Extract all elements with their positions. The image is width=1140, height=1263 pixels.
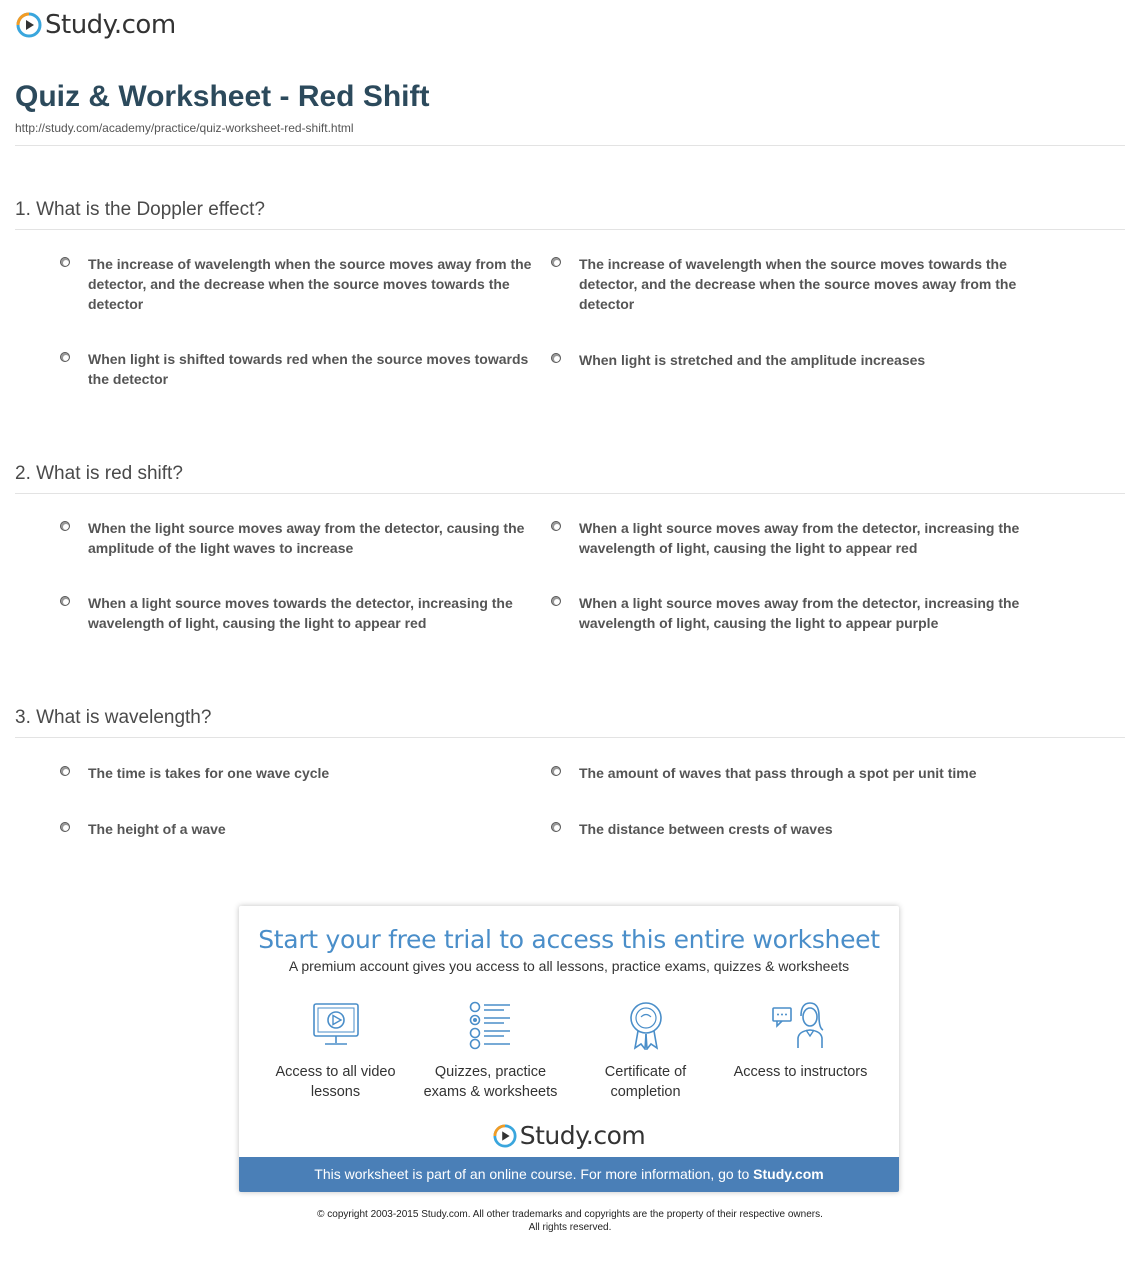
feature-label: Quizzes, practice exams & worksheets <box>423 1064 558 1100</box>
answer-option[interactable] <box>551 763 1024 783</box>
question-title: 2. What is red shift? <box>15 463 183 484</box>
answer-option[interactable] <box>551 518 1024 558</box>
answer-option[interactable] <box>60 819 533 839</box>
promo-footer-banner <box>239 1157 899 1192</box>
feature-quizzes <box>413 1000 568 1102</box>
answer-text: When the light source moves away from the detector, causing the amplitude of the light waves to increase <box>88 520 525 556</box>
radio-button[interactable] <box>551 596 561 606</box>
answer-text: The increase of wavelength when the source moves towards the detector, and the decrease when the source moves away from the detector <box>579 256 1017 312</box>
answer-text: When a light source moves towards the detector, increasing the wavelength of light, causing the light to appear red <box>88 595 513 631</box>
answer-text: The amount of waves that pass through a spot per unit time <box>579 765 977 781</box>
answer-text: The height of a wave <box>88 821 226 837</box>
certificate-ribbon-icon <box>621 1000 671 1050</box>
radio-button[interactable] <box>60 766 70 776</box>
question-title: 3. What is wavelength? <box>15 707 212 728</box>
video-lesson-icon <box>311 1000 361 1050</box>
promo-study-logo[interactable] <box>239 1121 899 1150</box>
answer-option[interactable] <box>551 593 1024 633</box>
promo-title[interactable]: Start your free trial to access this entire worksheet <box>258 925 880 954</box>
radio-button[interactable] <box>551 353 561 363</box>
play-logo-icon <box>493 1124 517 1148</box>
page-url[interactable]: http://study.com/academy/practice/quiz-worksheet-red-shift.html <box>15 121 354 135</box>
feature-label: Certificate of completion <box>604 1064 687 1100</box>
divider <box>15 737 1125 738</box>
radio-button[interactable] <box>60 352 70 362</box>
radio-button[interactable] <box>551 766 561 776</box>
feature-video-lessons <box>258 1000 413 1102</box>
answer-text: When light is shifted towards red when the source moves towards the detector <box>88 351 529 387</box>
answer-option[interactable] <box>551 254 1024 314</box>
copyright-line: © copyright 2003-2015 Study.com. All other trademarks and copyrights are the property of their respective owners. <box>317 1209 823 1220</box>
feature-certificate <box>568 1000 723 1102</box>
feature-label: Access to instructors <box>733 1064 868 1080</box>
quiz-list-icon <box>466 1000 516 1050</box>
copyright <box>0 1208 1140 1234</box>
radio-button[interactable] <box>60 596 70 606</box>
divider <box>15 493 1125 494</box>
logo-text: Study.com <box>519 1121 646 1150</box>
radio-button[interactable] <box>551 521 561 531</box>
feature-label: Access to all video lessons <box>275 1064 396 1100</box>
answer-option[interactable] <box>60 349 533 389</box>
feature-instructors <box>723 1000 878 1082</box>
copyright-line: All rights reserved. <box>528 1222 612 1233</box>
page-title: Quiz & Worksheet - Red Shift <box>15 80 430 113</box>
answer-option[interactable] <box>60 254 533 314</box>
radio-button[interactable] <box>60 822 70 832</box>
answer-option[interactable] <box>551 819 1024 839</box>
answer-option[interactable] <box>551 350 1024 370</box>
promo-subtitle: A premium account gives you access to all lessons, practice exams, quizzes & worksheets <box>288 958 850 974</box>
divider <box>15 145 1125 146</box>
promo-footer-text: This worksheet is part of an online course. For more information, go to <box>314 1166 754 1182</box>
answer-option[interactable] <box>60 763 533 783</box>
divider <box>15 229 1125 230</box>
answer-text: The distance between crests of waves <box>579 821 833 837</box>
logo-text: Study.com <box>45 10 176 40</box>
free-trial-promo[interactable] <box>239 906 899 1192</box>
question-title: 1. What is the Doppler effect? <box>15 199 265 220</box>
study-link[interactable]: Study.com <box>753 1166 824 1182</box>
answer-text: When light is stretched and the amplitude increases <box>579 352 926 368</box>
radio-button[interactable] <box>60 257 70 267</box>
radio-button[interactable] <box>551 822 561 832</box>
play-logo-icon <box>16 12 42 38</box>
answer-text: The time is takes for one wave cycle <box>88 765 330 781</box>
study-logo[interactable] <box>16 10 176 40</box>
answer-text: When a light source moves away from the detector, increasing the wavelength of light, causing the light to appear red <box>579 520 1020 556</box>
radio-button[interactable] <box>551 257 561 267</box>
answer-option[interactable] <box>60 518 533 558</box>
answer-text: The increase of wavelength when the source moves away from the detector, and the decrease when the source moves towards the detector <box>88 256 532 312</box>
answer-option[interactable] <box>60 593 533 633</box>
radio-button[interactable] <box>60 521 70 531</box>
answer-text: When a light source moves away from the detector, increasing the wavelength of light, causing the light to appear purple <box>579 595 1020 631</box>
instructor-chat-icon <box>771 1000 831 1050</box>
